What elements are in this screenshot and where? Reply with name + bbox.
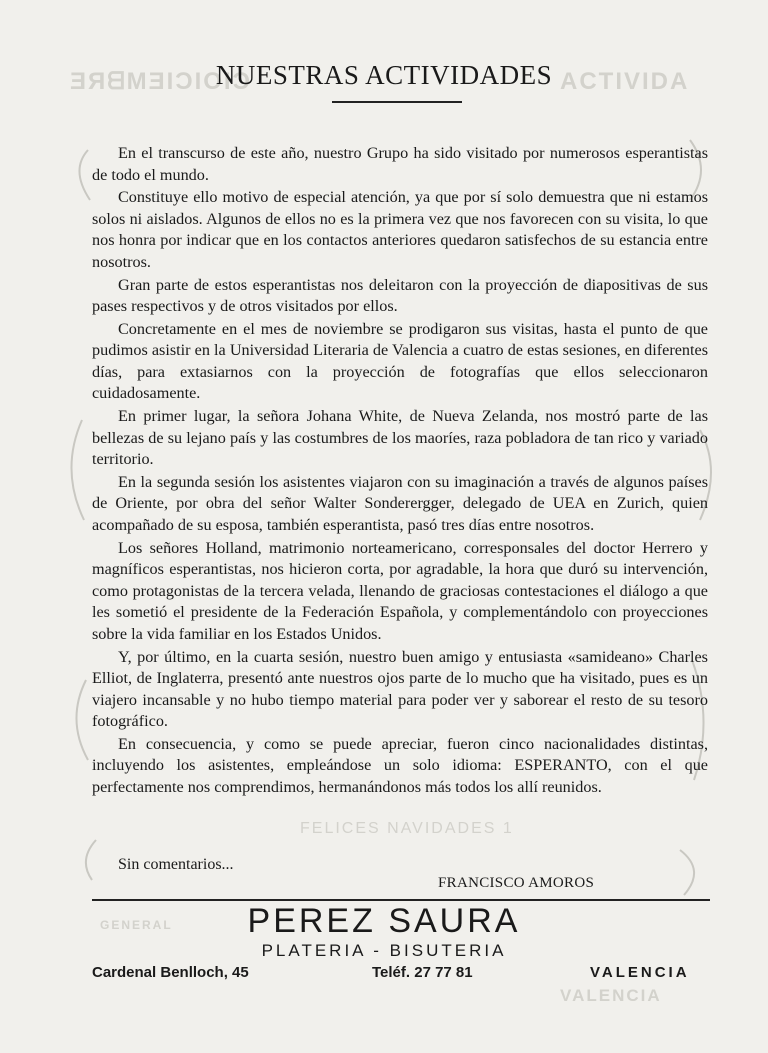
advertiser-city: VALENCIA: [590, 964, 690, 981]
paragraph: Los señores Holland, matrimonio norteamericano, corresponsales del doctor Herrero y magníficos esperantistas, nos hicieron corta, por agradable, la hora que duró su intervención, como protagonistas de la tercera velada, llenando de graciosas contestaciones el diálogo a que les sometió el presidente de la Federación Española, y complementándolo con proyecciones sobre la vida familiar en los Estados Unidos.: [92, 538, 708, 643]
paragraph: En el transcurso de este año, nuestro Grupo ha sido visitado por numerosos esperantistas de todo el mundo.: [92, 144, 708, 184]
advertiser-address: Cardenal Benlloch, 45: [92, 964, 249, 981]
author-signature: FRANCISCO AMOROS: [438, 875, 595, 891]
paragraph: Constituye ello motivo de especial atención, ya que por sí solo demuestra que ni estamos solos ni aislados. Algunos de ellos no es la primera vez que nos favorecen con su visita, lo que nos honra por indicar que en los contactos anteriores quedaron satisfechos de su estancia entre nosotros.: [92, 188, 708, 271]
advertiser-subtitle: PLATERIA - BISUTERIA: [261, 941, 507, 960]
title-underline: [332, 101, 462, 103]
bleed-through-text-mid: FELICES NAVIDADES 1: [300, 820, 514, 837]
bleed-through-text-bottom-left: GENERAL: [100, 918, 173, 932]
advertiser-phone: Teléf. 27 77 81: [372, 964, 473, 981]
paragraph: Gran parte de estos esperantistas nos deleitaron con la proyección de diapositivas de sus pases respectivos y de otros visitados por ellos.: [92, 275, 708, 316]
ad-divider: [92, 899, 710, 901]
bleed-through-text-bottom-right: VALENCIA: [560, 986, 662, 1005]
article-body: [92, 143, 708, 800]
paragraph: En la segunda sesión los asistentes viajaron con su imaginación a través de algunos países de Oriente, por obra del señor Walter Sonderergger, delegado de UEA en Zurich, quien acompañado de su esposa, también esperantista, pasó tres días entre nosotros.: [92, 472, 708, 534]
closing-line: Sin comentarios...: [118, 856, 234, 873]
paragraph: En consecuencia, y como se puede apreciar, fueron cinco nacionalidades distintas, incluyendo los asistentes, empleándose un solo idioma: ESPERANTO, con el que perfectamente nos comprendimos, hermanándonos más todos los allí reunidos.: [92, 734, 708, 796]
paragraph: Concretamente en el mes de noviembre se prodigaron sus visitas, hasta el punto de que pudimos asistir en la Universidad Literaria de Valencia a cuatro de estas sesiones, en diferentes días, para extasiarnos con la proyección de fotografías que ellos seleccionaron cuidadosamente.: [92, 319, 708, 403]
bleed-through-text-right: ACTIVIDA: [560, 68, 690, 95]
page-title: NUESTRAS ACTIVIDADES: [215, 60, 553, 90]
paragraph: En primer lugar, la señora Johana White, de Nueva Zelanda, nos mostró parte de las bellezas de su lejano país y las costumbres de los maoríes, raza pobladora de tan rico y variado territorio.: [92, 407, 708, 469]
bleed-through-text-left: ƎЯᗺMƎIϽIOIϽ: [70, 68, 252, 95]
advertiser-name: PEREZ SAURA: [247, 902, 521, 940]
paragraph: Y, por último, en la cuarta sesión, nuestro buen amigo y entusiasta «samideano» Charles Elliot, de Inglaterra, presentó ante nuestros ojos parte de lo mucho que ha visitado, pues es un viajero incansable y no hubo tiempo material para poder ver y saborear el resto de su tesoro fotográfico.: [92, 647, 708, 731]
